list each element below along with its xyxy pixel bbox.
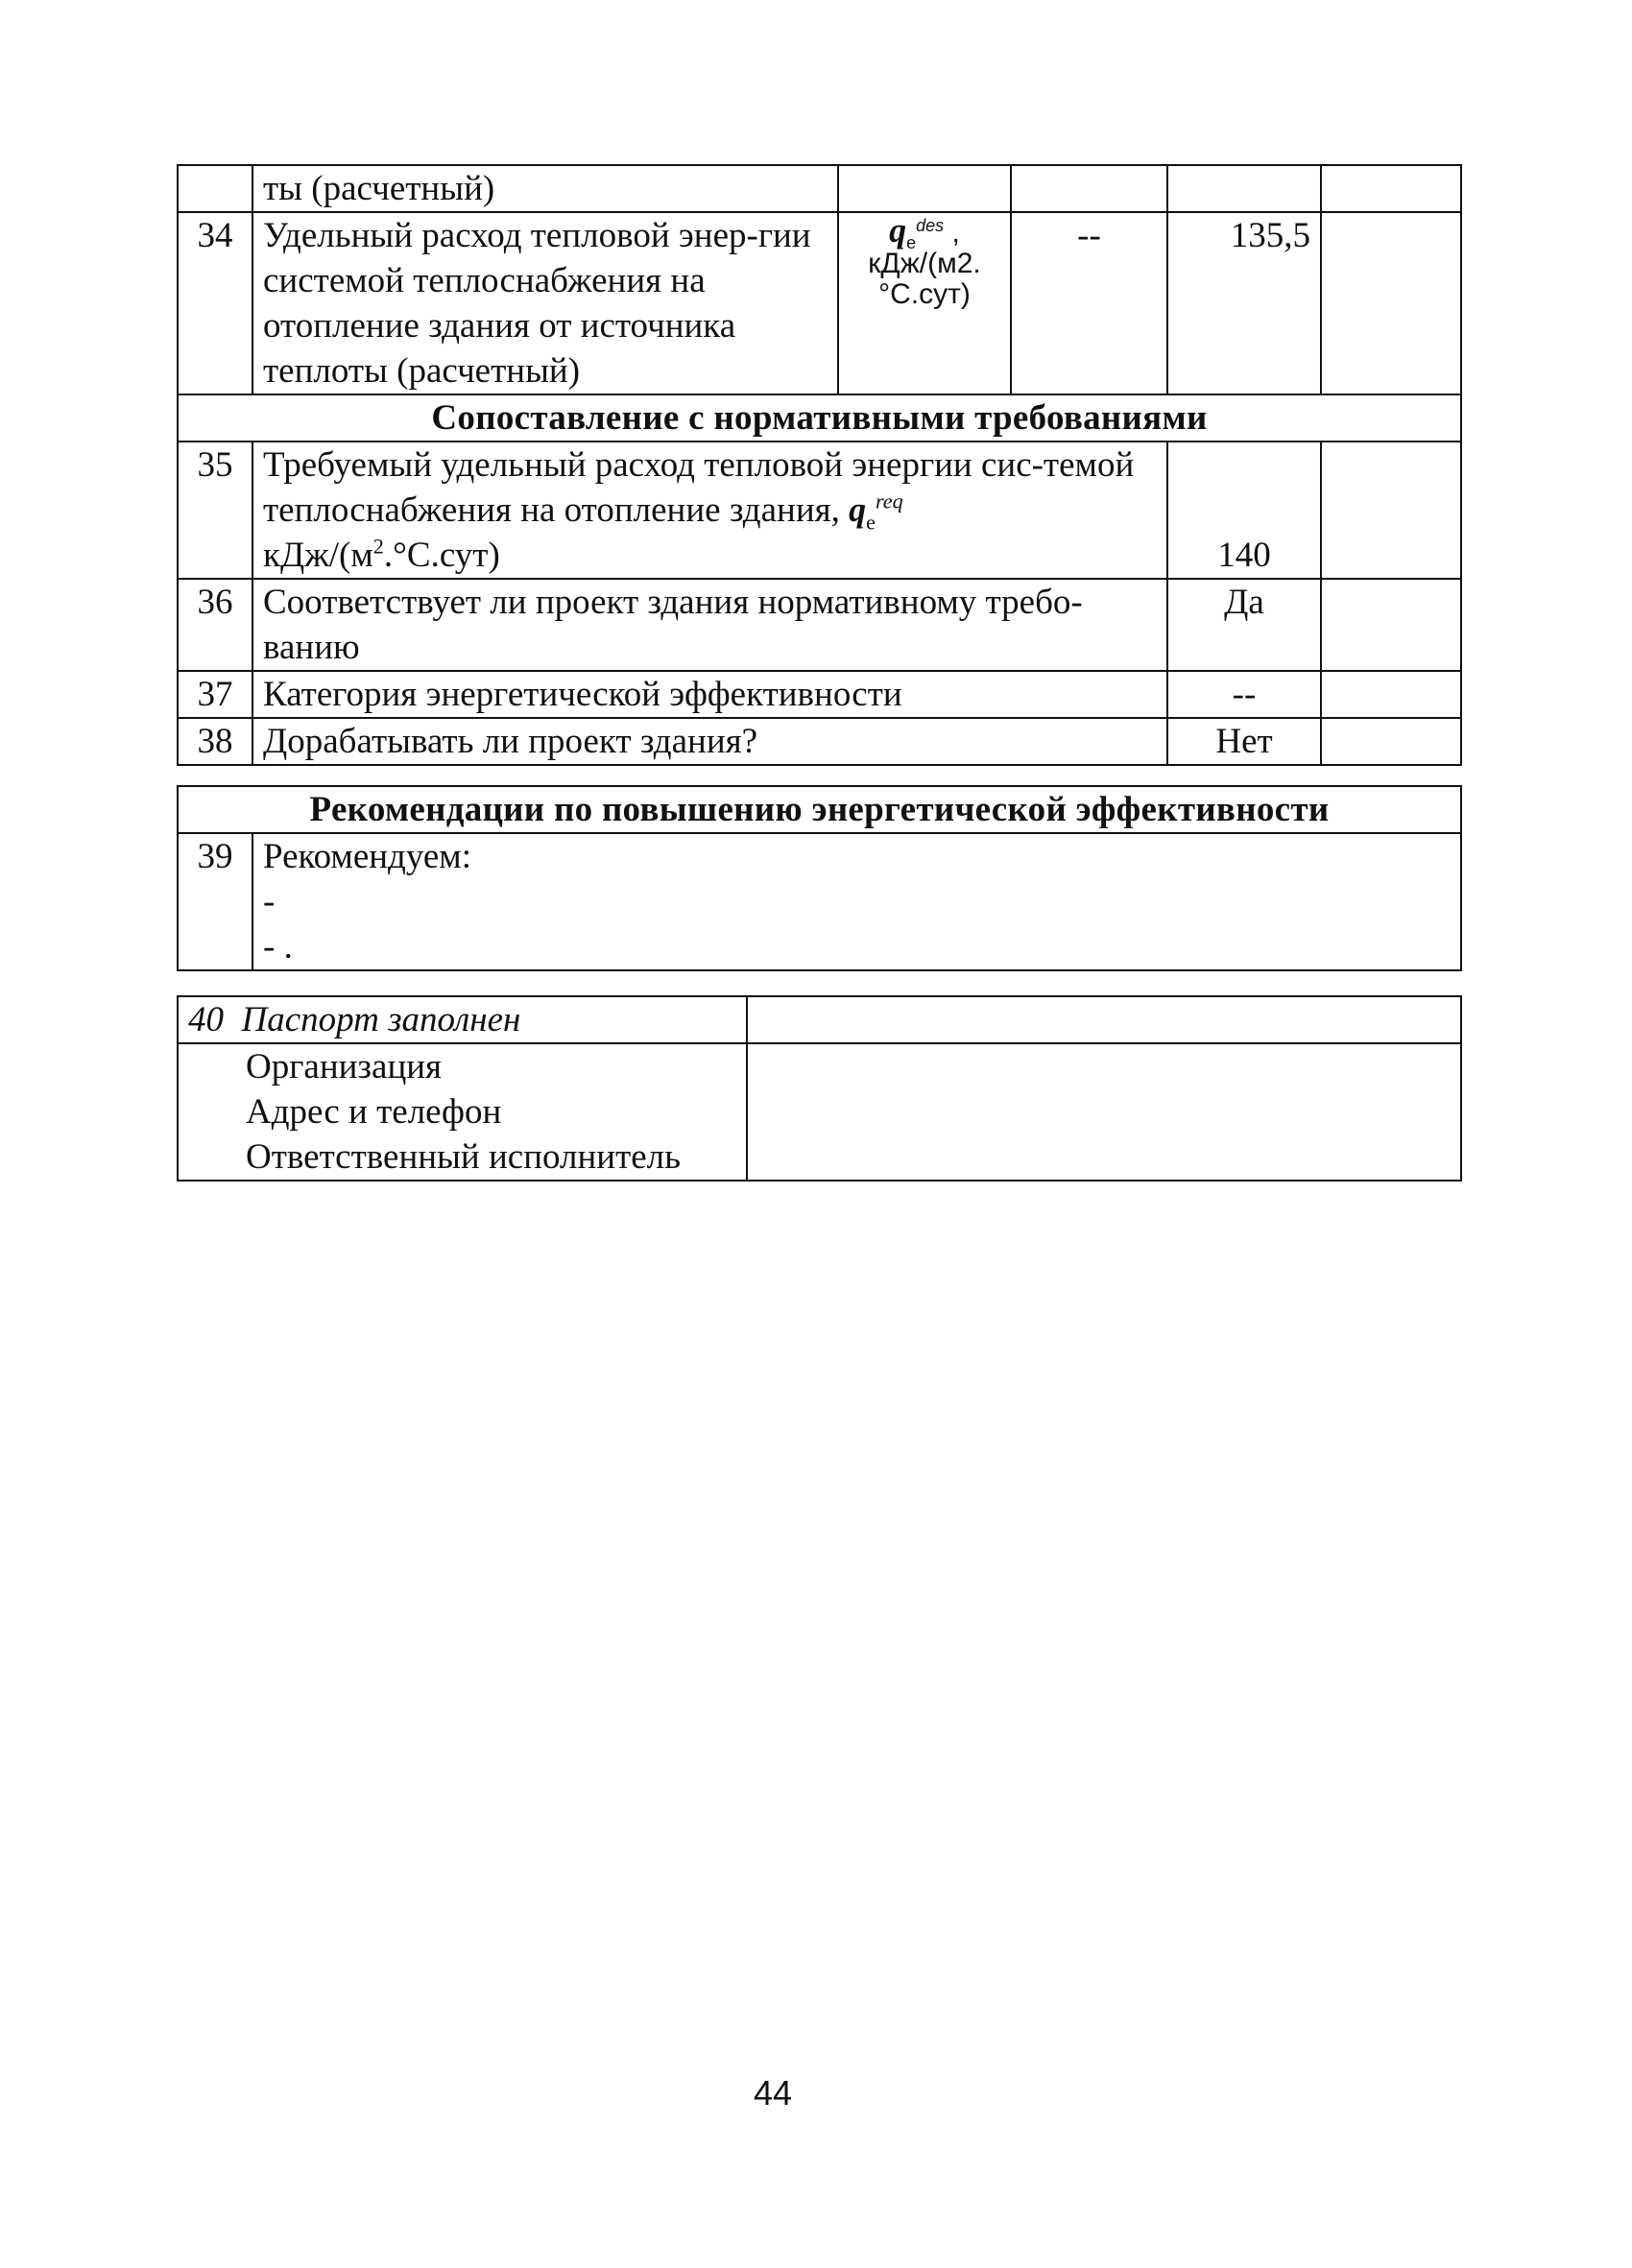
table-row-40 <box>178 996 1461 1043</box>
row-number: 34 <box>178 212 252 394</box>
symbol-subscript: e <box>906 233 917 252</box>
row-label: Паспорт заполнен <box>241 1000 521 1039</box>
row-number: 36 <box>178 579 252 671</box>
row-description-text: Требуемый удельный расход тепловой энергии сис-темой теплоснабжения на отопление здания, <box>263 445 1135 530</box>
row-number: 40 <box>188 1000 224 1039</box>
row-number: 37 <box>178 671 252 718</box>
recommendations-content <box>252 833 1461 970</box>
row-number: 35 <box>178 442 252 579</box>
row-description: Категория энергетической эффективности <box>252 671 1167 718</box>
row-description: Соответствует ли проект здания нормативному требо-ванию <box>252 579 1167 671</box>
recommendations-label: Рекомендуем: <box>263 837 471 876</box>
answer-value: Нет <box>1167 718 1321 765</box>
norm-value: -- <box>1011 212 1167 394</box>
recommendation-item: - <box>263 882 276 921</box>
required-value: 140 <box>1167 442 1321 579</box>
continuation-text: ты (расчетный) <box>252 165 838 212</box>
symbol-superscript: req <box>876 489 903 513</box>
passport-filled-table <box>177 995 1462 1182</box>
recommendations-heading: Рекомендации по повышению энергетической эффективности <box>178 786 1461 833</box>
unit-prefix: кДж/(м <box>263 536 373 575</box>
section-heading-row <box>178 394 1461 442</box>
unit-text: кДж/(м2.°С.сут) <box>868 248 981 310</box>
passport-filled-label <box>178 996 747 1043</box>
passport-details-row <box>178 1043 1461 1181</box>
category-value: -- <box>1167 671 1321 718</box>
table-row-37 <box>178 671 1461 718</box>
symbol-letter: q <box>889 212 907 250</box>
passport-details-values <box>747 1043 1461 1181</box>
page-number: 44 <box>753 2073 793 2113</box>
row-description <box>252 442 1167 579</box>
row-description: Дорабатывать ли проект здания? <box>252 718 1167 765</box>
symbol-letter: q <box>849 490 867 529</box>
address-label: Адрес и телефон <box>246 1092 502 1132</box>
row-number: 38 <box>178 718 252 765</box>
unit-superscript: 2 <box>372 534 384 559</box>
recommendations-table <box>177 785 1462 971</box>
row-number-cell <box>178 165 252 212</box>
table-row-35 <box>178 442 1461 579</box>
symbol-subscript: e <box>866 510 876 535</box>
table-row-38 <box>178 718 1461 765</box>
unit-suffix: .°С.сут) <box>383 536 500 575</box>
table-row-34 <box>178 212 1461 394</box>
recommendation-item: - . <box>263 927 293 967</box>
table-row-36 <box>178 579 1461 671</box>
row-description: Удельный расход тепловой энер-гии системой теплоснабжения на отопление здания от источника теплоты (расчетный) <box>252 212 838 394</box>
section-heading: Сопоставление с нормативными требованиями <box>178 394 1461 442</box>
symbol-superscript: des <box>916 216 945 235</box>
organization-label: Организация <box>246 1047 443 1086</box>
passport-details-labels <box>178 1043 747 1181</box>
recommendations-heading-row <box>178 786 1461 833</box>
symbol-unit-cell: $q_e^{des}$ , кДж/(м2.°С.сут) <box>838 212 1011 394</box>
row-number: 39 <box>178 833 252 970</box>
table-row-continuation <box>178 165 1461 212</box>
answer-value: Да <box>1167 579 1321 671</box>
table-row-39 <box>178 833 1461 970</box>
responsible-label: Ответственный исполнитель <box>246 1137 681 1177</box>
calculated-value: 135,5 <box>1167 212 1321 394</box>
passport-table-main <box>177 164 1462 766</box>
